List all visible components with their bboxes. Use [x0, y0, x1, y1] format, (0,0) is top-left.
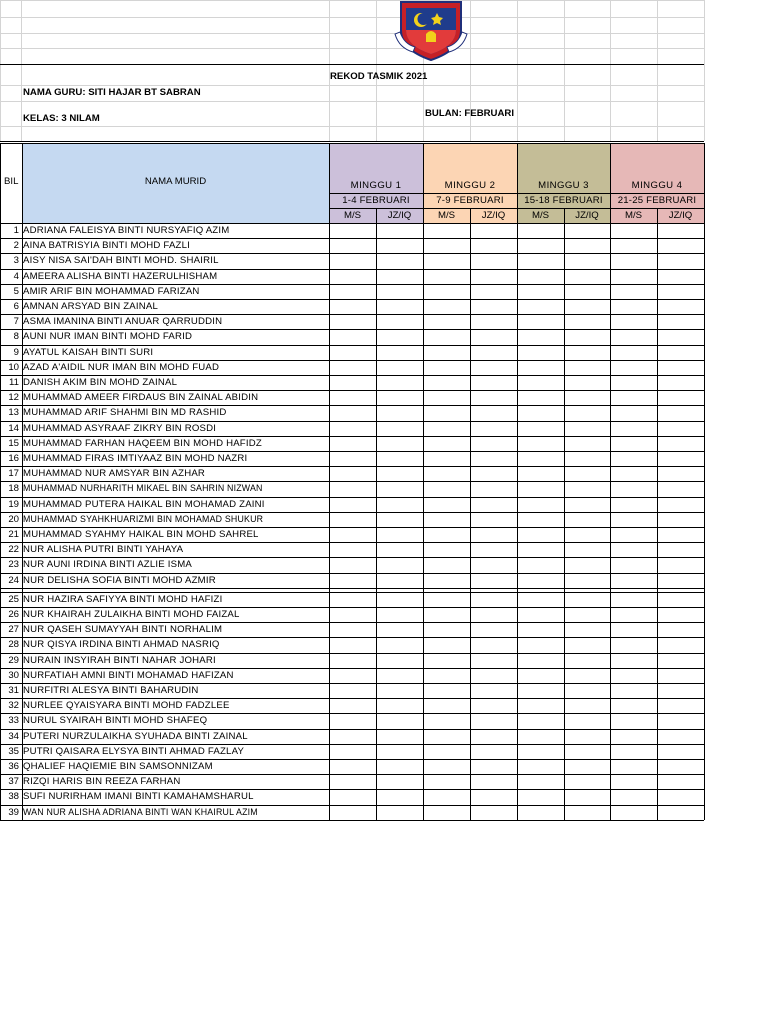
week-label: MINGGU 4	[631, 180, 683, 191]
table-row	[0, 774, 704, 789]
table-row	[0, 542, 704, 557]
table-row	[0, 451, 704, 466]
row-line	[0, 451, 704, 452]
week-dates: 15-18 FEBRUARI	[524, 195, 603, 206]
row-line	[0, 729, 704, 730]
week-label: MINGGU 1	[350, 180, 402, 191]
row-number: 6	[13, 301, 19, 312]
row-line	[0, 375, 704, 376]
class-name: KELAS: 3 NILAM	[23, 113, 100, 124]
table-row	[0, 466, 704, 481]
subheader-jziq: JZ/IQ	[668, 210, 693, 221]
student-name: PUTRI QAISARA ELYSYA BINTI AHMAD FAZLAY	[23, 745, 245, 757]
row-number: 7	[13, 316, 19, 328]
row-line	[0, 329, 704, 330]
row-number: 17	[8, 468, 19, 480]
gridline	[0, 17, 704, 18]
row-line	[0, 744, 704, 745]
student-name: MUHAMMAD ARIF SHAHMI BIN MD RASHID	[23, 407, 227, 419]
row-line	[0, 527, 704, 528]
row-line	[0, 512, 704, 513]
row-line	[0, 481, 704, 482]
table-row	[0, 668, 704, 683]
student-name: MUHAMMAD PUTERA HAIKAL BIN MOHAMAD ZAINI	[23, 498, 265, 510]
table-row	[0, 223, 704, 238]
gridline	[0, 85, 704, 86]
row-number: 15	[8, 437, 19, 449]
row-line	[0, 466, 704, 467]
subheader-jziq: JZ/IQ	[575, 210, 599, 221]
table-row	[0, 622, 704, 637]
row-number: 9	[13, 346, 19, 358]
gridline	[517, 0, 518, 141]
school-crest-logo	[393, 0, 469, 62]
subheader-jziq: JZ/IQ	[387, 210, 412, 221]
table-row	[0, 481, 704, 496]
row-line	[0, 759, 704, 760]
student-name: MUHAMMAD NURHARITH MIKAEL BIN SAHRIN NIZWAN	[23, 483, 263, 494]
row-number: 28	[8, 639, 19, 651]
table-row	[0, 421, 704, 436]
column-line	[329, 143, 330, 820]
row-line	[0, 653, 704, 654]
student-name: AZAD A'AIDIL NUR IMAN BIN MOHD FUAD	[23, 361, 220, 373]
row-line	[0, 698, 704, 699]
row-line	[0, 497, 704, 498]
table-row	[0, 238, 704, 253]
gridline	[704, 0, 705, 141]
row-number: 16	[8, 453, 19, 464]
month-label: BULAN: FEBRUARI	[425, 108, 514, 119]
table-row	[0, 405, 704, 420]
table-row	[0, 698, 704, 713]
student-name: SUFI NURIRHAM IMANI BINTI KAMAHAMSHARUL	[23, 791, 254, 803]
row-number: 10	[8, 361, 19, 373]
table-row	[0, 375, 704, 390]
row-number: 33	[8, 715, 19, 727]
row-number: 37	[8, 776, 19, 788]
row-line	[0, 284, 704, 285]
row-line	[0, 345, 704, 346]
row-line	[0, 622, 704, 623]
week-label: MINGGU 2	[444, 180, 496, 191]
table-row	[0, 299, 704, 314]
row-line	[0, 436, 704, 437]
row-line	[0, 253, 704, 254]
table-row	[0, 284, 704, 299]
student-name: NURAIN INSYIRAH BINTI NAHAR JOHARI	[23, 654, 216, 666]
row-line	[0, 299, 704, 300]
row-number: 23	[8, 559, 19, 571]
row-line	[0, 805, 704, 806]
table-row	[0, 759, 704, 774]
week-dates: 7-9 FEBRUARI	[436, 195, 504, 206]
student-name: NUR AUNI IRDINA BINTI AZLIE ISMA	[23, 559, 192, 571]
student-name: NURFITRI ALESYA BINTI BAHARUDIN	[23, 685, 199, 696]
student-name: MUHAMMAD SYAHKHUARIZMI BIN MOHAMAD SHUKUR	[23, 513, 264, 524]
row-line	[0, 607, 704, 608]
row-number: 14	[8, 422, 19, 434]
student-name: NUR KHAIRAH ZULAIKHA BINTI MOHD FAIZAL	[23, 609, 240, 620]
gridline	[0, 0, 1, 141]
gridline	[0, 101, 704, 102]
student-name: NUR QISYA IRDINA BINTI AHMAD NASRIQ	[23, 639, 220, 651]
table-row	[0, 436, 704, 451]
bil-header: BIL	[4, 176, 19, 187]
row-number: 22	[8, 544, 19, 556]
table-row	[0, 314, 704, 329]
student-name: ASMA IMANINA BINTI ANUAR QARRUDDIN	[23, 316, 223, 328]
student-name: AMEERA ALISHA BINTI HAZERULHISHAM	[23, 270, 218, 282]
gridline	[657, 0, 658, 141]
table-row	[0, 527, 704, 542]
row-number: 12	[8, 392, 19, 404]
student-name: MUHAMMAD ASYRAAF ZIKRY BIN ROSDI	[23, 422, 217, 434]
table-row	[0, 805, 704, 820]
border-line	[0, 141, 704, 142]
week-label: MINGGU 3	[538, 180, 589, 191]
row-number: 3	[13, 255, 19, 267]
row-number: 31	[8, 685, 19, 696]
sheet-title: REKOD TASMIK 2021	[330, 71, 428, 82]
table-row	[0, 360, 704, 375]
row-number: 26	[8, 609, 19, 620]
student-name: MUHAMMAD AMEER FIRDAUS BIN ZAINAL ABIDIN	[23, 392, 259, 404]
row-line	[0, 713, 704, 714]
table-row	[0, 329, 704, 344]
column-line	[610, 143, 611, 820]
row-line	[0, 405, 704, 406]
table-row	[0, 512, 704, 527]
row-line	[0, 637, 704, 638]
table-row	[0, 637, 704, 652]
row-line	[0, 592, 704, 593]
row-line	[0, 774, 704, 775]
column-line	[376, 208, 377, 820]
table-row	[0, 557, 704, 572]
row-number: 4	[13, 270, 19, 282]
student-name: NUR DELISHA SOFIA BINTI MOHD AZMIR	[23, 574, 216, 586]
gridline	[0, 48, 704, 49]
student-name: PUTERI NURZULAIKHA SYUHADA BINTI ZAINAL	[23, 730, 248, 742]
student-name: RIZQI HARIS BIN REEZA FARHAN	[23, 776, 181, 788]
row-number: 13	[8, 407, 19, 419]
row-line	[0, 314, 704, 315]
row-number: 34	[8, 730, 19, 742]
row-number: 35	[8, 745, 19, 757]
student-name: AISY NISA SAI'DAH BINTI MOHD. SHAIRIL	[23, 255, 219, 267]
gridline	[0, 0, 704, 1]
row-number: 19	[8, 498, 19, 510]
student-name: AYATUL KAISAH BINTI SURI	[23, 346, 154, 358]
column-line	[0, 143, 1, 820]
row-line	[0, 588, 704, 589]
table-row	[0, 390, 704, 405]
gridline	[610, 0, 611, 141]
student-name: WAN NUR ALISHA ADRIANA BINTI WAN KHAIRUL AZIM	[23, 806, 258, 817]
border-line	[0, 64, 704, 65]
column-line	[22, 143, 23, 820]
row-number: 27	[8, 624, 19, 636]
row-line	[0, 789, 704, 790]
name-header: NAMA MURID	[144, 176, 207, 187]
row-number: 11	[9, 377, 19, 388]
table-row	[0, 789, 704, 804]
student-name: AINA BATRISYIA BINTI MOHD FAZLI	[23, 240, 191, 252]
row-number: 18	[8, 483, 19, 495]
student-name: AUNI NUR IMAN BINTI MOHD FARID	[23, 331, 193, 343]
student-name: NUR QASEH SUMAYYAH BINTI NORHALIM	[23, 624, 223, 636]
row-number: 39	[8, 806, 19, 818]
table-row	[0, 713, 704, 728]
gridline	[470, 0, 471, 141]
row-number: 20	[8, 513, 19, 525]
row-line	[0, 573, 704, 574]
table-row	[0, 592, 704, 607]
column-line	[517, 143, 518, 820]
student-name: MUHAMMAD NUR AMSYAR BIN AZHAR	[23, 468, 206, 480]
table-row	[0, 345, 704, 360]
row-line	[0, 557, 704, 558]
subheader-jziq: JZ/IQ	[481, 210, 506, 221]
subheader-ms: M/S	[531, 210, 550, 221]
table-row	[0, 607, 704, 622]
row-line	[0, 421, 704, 422]
table-row	[0, 744, 704, 759]
column-line	[657, 208, 658, 820]
table-row	[0, 653, 704, 668]
gridline	[21, 0, 22, 141]
row-number: 29	[8, 654, 19, 666]
table-row	[0, 683, 704, 698]
gridline	[0, 33, 704, 34]
student-name: DANISH AKIM BIN MOHD ZAINAL	[23, 377, 178, 388]
table-row	[0, 497, 704, 512]
row-line	[0, 542, 704, 543]
column-line	[423, 143, 424, 820]
student-name: NURLEE QYAISYARA BINTI MOHD FADZLEE	[23, 700, 230, 712]
row-number: 1	[13, 225, 19, 236]
column-line	[704, 143, 705, 820]
row-line	[0, 390, 704, 391]
gridline	[564, 0, 565, 141]
week-dates: 21-25 FEBRUARI	[617, 195, 697, 206]
row-number: 36	[8, 761, 19, 772]
subheader-ms: M/S	[437, 210, 456, 221]
gridline	[0, 126, 704, 127]
row-line	[0, 269, 704, 270]
student-name: QHALIEF HAQIEMIE BIN SAMSONNIZAM	[23, 761, 213, 772]
table-row	[0, 253, 704, 268]
student-name: NUR ALISHA PUTRI BINTI YAHAYA	[23, 544, 184, 556]
row-number: 24	[8, 574, 19, 586]
student-name: MUHAMMAD SYAHMY HAIKAL BIN MOHD SAHREL	[23, 529, 259, 540]
student-name: MUHAMMAD FIRAS IMTIYAAZ BIN MOHD NAZRI	[23, 453, 248, 464]
column-line	[470, 208, 471, 820]
row-number: 32	[8, 700, 19, 712]
row-number: 8	[13, 331, 19, 343]
row-line	[0, 238, 704, 239]
student-name: NURFATIAH AMNI BINTI MOHAMAD HAFIZAN	[23, 669, 234, 681]
border-line	[0, 223, 704, 224]
table-row	[0, 269, 704, 284]
week-dates: 1-4 FEBRUARI	[342, 195, 410, 206]
column-line	[564, 208, 565, 820]
student-name: NURUL SYAIRAH BINTI MOHD SHAFEQ	[23, 715, 208, 727]
teacher-name: NAMA GURU: SITI HAJAR BT SABRAN	[23, 87, 201, 98]
row-number: 25	[8, 593, 19, 605]
subheader-ms: M/S	[343, 210, 362, 221]
student-name: AMIR ARIF BIN MOHAMMAD FARIZAN	[23, 285, 200, 297]
row-line	[0, 683, 704, 684]
student-name: MUHAMMAD FARHAN HAQEEM BIN MOHD HAFIDZ	[23, 437, 262, 449]
subheader-ms: M/S	[624, 210, 643, 221]
table-row	[0, 573, 704, 588]
row-line	[0, 360, 704, 361]
student-name: NUR HAZIRA SAFIYYA BINTI MOHD HAFIZI	[23, 593, 223, 605]
row-line	[0, 668, 704, 669]
table-row	[0, 729, 704, 744]
row-number: 38	[8, 791, 19, 803]
row-line	[0, 820, 704, 821]
row-number: 30	[8, 669, 19, 681]
row-number: 21	[8, 529, 19, 540]
student-name: AMNAN ARSYAD BIN ZAINAL	[23, 301, 159, 312]
row-number: 2	[13, 240, 19, 252]
row-number: 5	[13, 285, 19, 297]
border-line	[0, 143, 704, 144]
student-name: ADRIANA FALEISYA BINTI NURSYAFIQ AZIM	[23, 225, 230, 236]
